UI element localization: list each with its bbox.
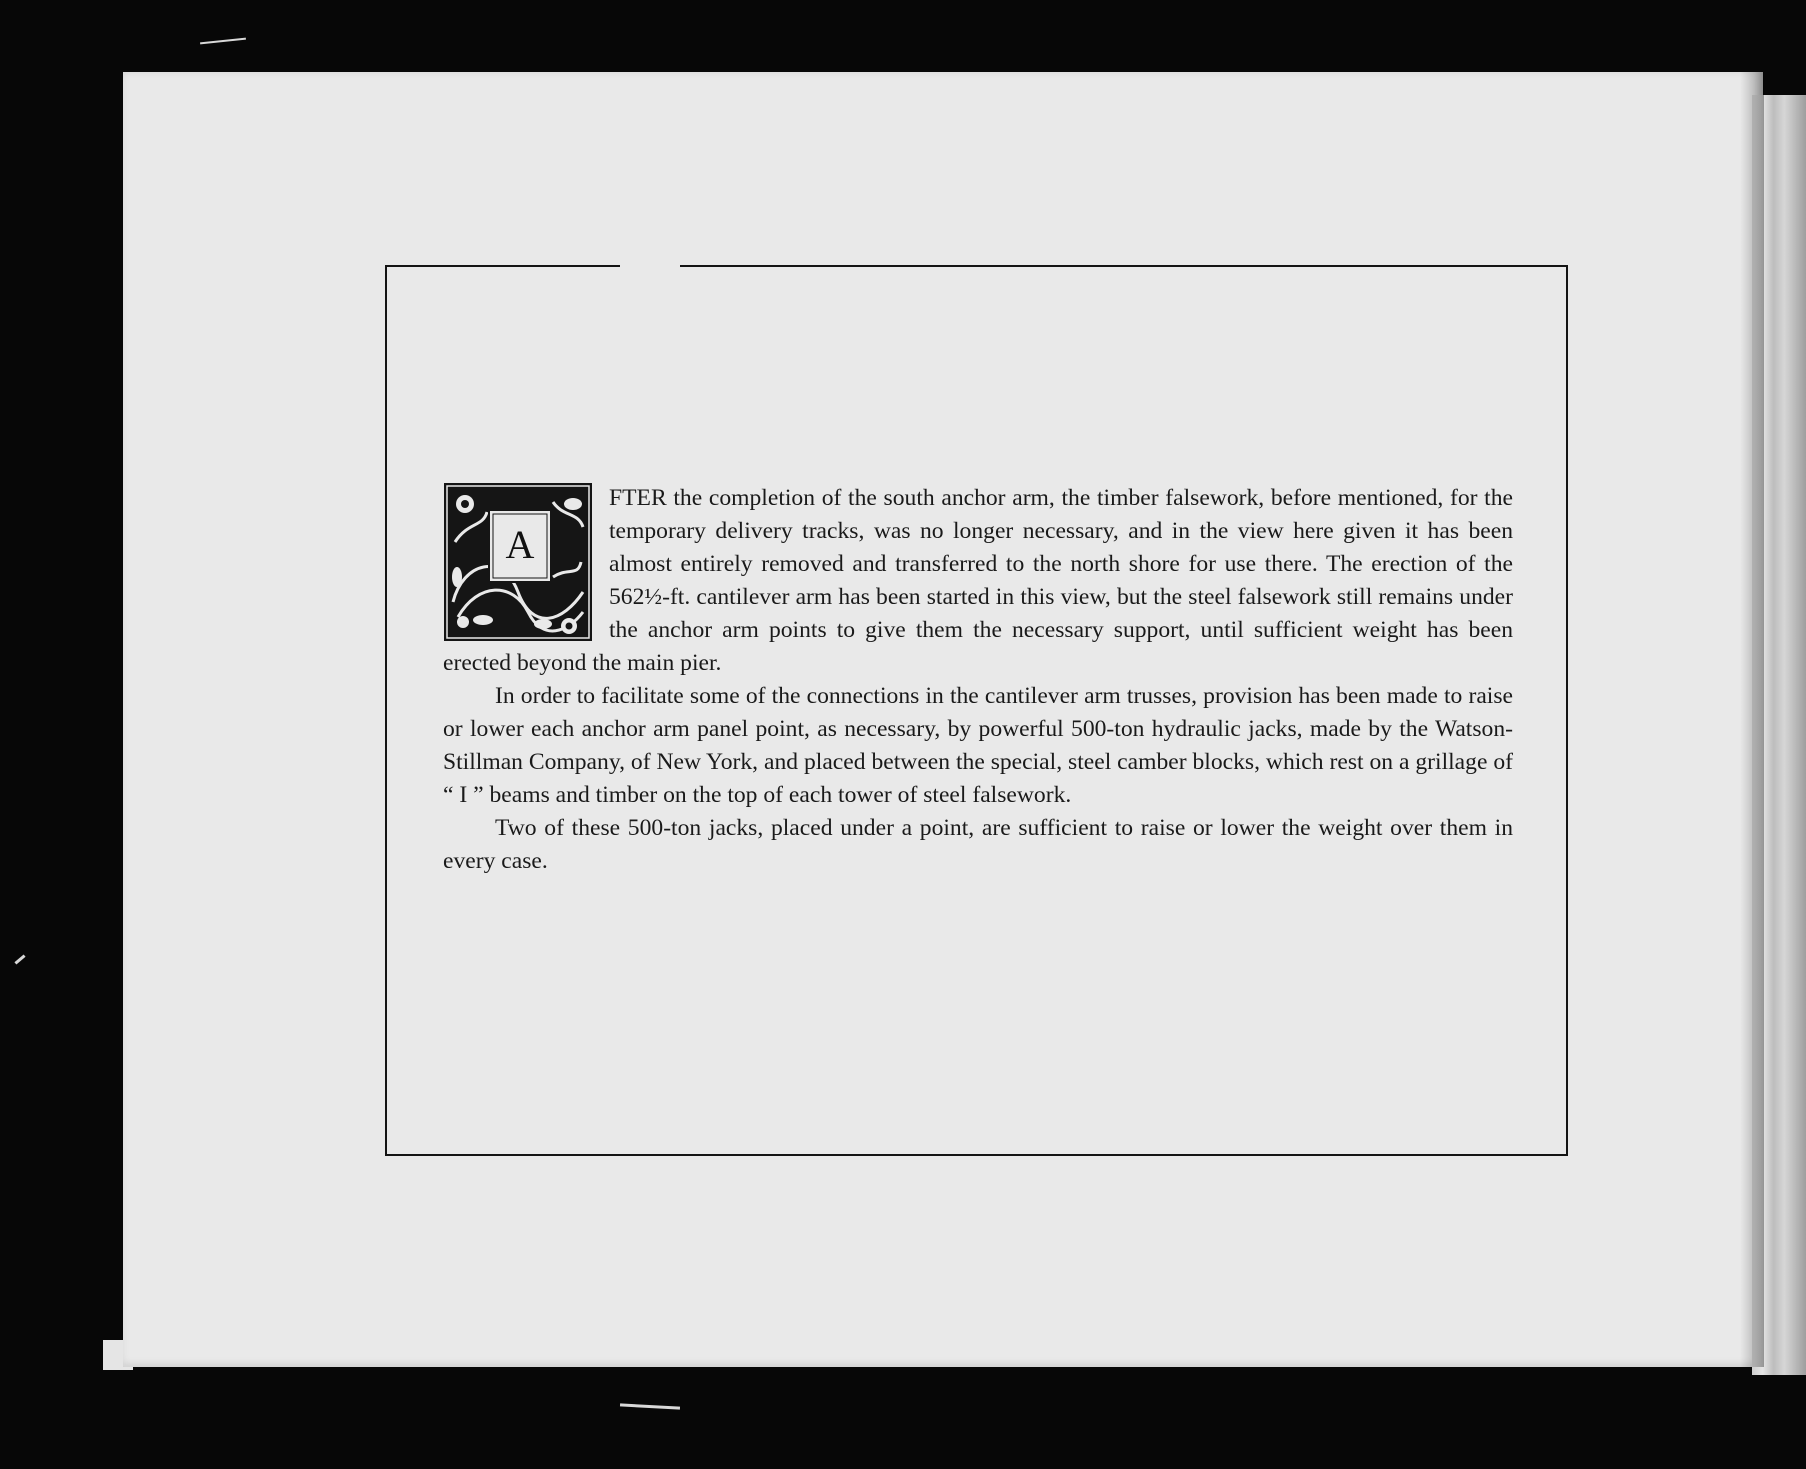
scan-artifact — [620, 1403, 680, 1409]
dropcap-letter: A — [505, 522, 535, 567]
frame-break — [620, 263, 680, 268]
paragraph-2: In order to facilitate some of the connections in the cantilever arm trusses, provision has been made to raise or lower each anchor arm panel point, as necessary, by powerful 500-ton hydraulic jacks, made by the Watson-Stillman Company, of New York, and placed between the special, steel camber blocks, which rest on a grillage of “ I ” beams and timber on the top of each tower of steel falsework. — [443, 683, 1513, 808]
scan-artifact — [14, 954, 25, 964]
paragraph-3: Two of these 500-ton jacks, placed under a point, are sufficient to raise or lower the weight over them in every case. — [443, 815, 1513, 874]
ornamental-dropcap — [443, 482, 593, 642]
binding-shadow — [1740, 72, 1764, 1367]
scan-artifact — [200, 38, 246, 45]
paragraph-1: FTER the completion of the south anchor arm, the timber falsework, before mentioned, for the temporary delivery tracks, was no longer necessary, and in the view here given it has been almost entirely removed and transferred to the north shore for use there. The erection of the 562½-ft. cantilever arm has been started in this view, but the steel falsework still remains under the anchor arm points to give them the necessary support, until sufficient weight has been erected beyond the main pier. — [443, 485, 1513, 676]
article-text — [443, 482, 1513, 878]
